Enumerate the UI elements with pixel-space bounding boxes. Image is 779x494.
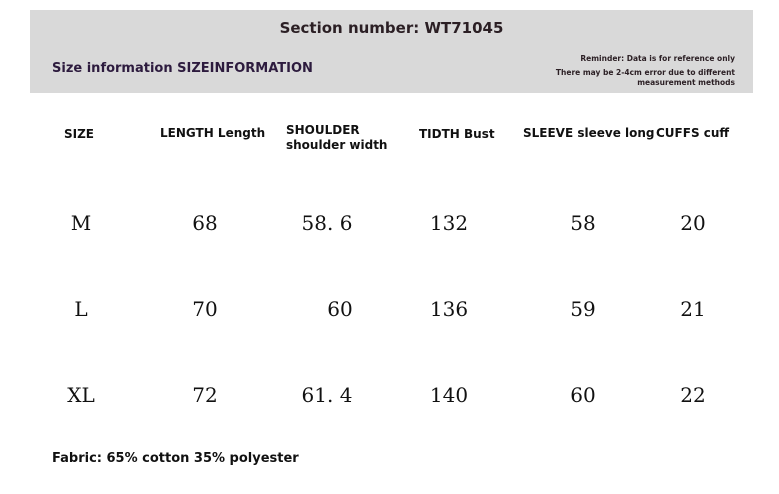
table-cell-shoulder: 61. 4	[301, 383, 353, 407]
fabric-composition: Fabric: 65% cotton 35% polyester	[52, 451, 299, 466]
table-cell-size: M	[70, 211, 92, 235]
column-header-shoulder-line-1: SHOULDER	[286, 123, 360, 137]
table-cell-length: 70	[192, 297, 218, 321]
reminder-line-2: There may be 2-4cm error due to different measurement methods	[555, 68, 735, 87]
table-cell-sleeve: 58	[570, 211, 596, 235]
table-cell-sleeve: 59	[570, 297, 596, 321]
column-header-cuff: CUFFS cuff	[656, 126, 730, 140]
table-cell-cuff: 21	[680, 297, 706, 321]
table-cell-shoulder: 60	[327, 297, 353, 321]
table-cell-sleeve: 60	[570, 383, 596, 407]
table-cell-cuff: 22	[680, 383, 706, 407]
table-cell-length: 72	[192, 383, 218, 407]
column-header-sleeve: SLEEVE sleeve long	[523, 126, 655, 140]
table-cell-bust: 136	[429, 297, 469, 321]
reminder-note	[505, 54, 735, 88]
size-information-title: Size information SIZEINFORMATION	[52, 61, 313, 76]
header-banner	[30, 10, 753, 93]
column-header-length: LENGTH Length	[160, 126, 266, 140]
table-cell-cuff: 20	[680, 211, 706, 235]
table-cell-bust: 132	[429, 211, 469, 235]
reminder-line-1: Reminder: Data is for reference only	[580, 54, 735, 63]
column-header-shoulder	[286, 123, 387, 153]
table-cell-size: XL	[67, 383, 95, 407]
table-cell-bust: 140	[429, 383, 469, 407]
column-header-bust: TIDTH Bust	[419, 127, 495, 141]
section-number: Section number: WT71045	[279, 19, 504, 37]
column-header-size: SIZE	[64, 127, 95, 141]
table-cell-length: 68	[192, 211, 218, 235]
column-header-shoulder-line-2: shoulder width	[286, 138, 388, 152]
table-cell-size: L	[74, 297, 88, 321]
table-cell-shoulder: 58. 6	[301, 211, 353, 235]
